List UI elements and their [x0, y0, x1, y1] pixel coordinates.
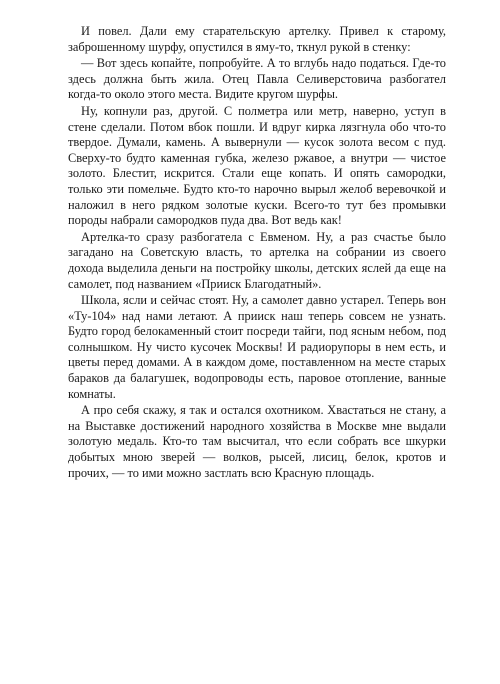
paragraph-5: Школа, ясли и сейчас стоят. Ну, а самолет давно устарел. Теперь вон «Ту-104» над нами летают. А прииск наш теперь совсем не узнать. Будто город белокаменный стоит посреди тайги, под ясным небом, под солнышком. Ну чисто кусочек Москвы! И радиорупоры в нем есть, и цветы перед домами. А в каждом доме, поставленном на месте старых бараков да балагушек, водопроводы есть, паровое отопление, ванные комнаты. — [68, 293, 446, 401]
paragraph-6: А про себя скажу, я так и остался охотником. Хвастаться не стану, а на Выставке достижений народного хозяйства в Москве мне выдали золотую медаль. Кто-то там высчитал, что если собрать все шкурки добытых мною зверей — волков, рысей, лисиц, белок, кротов и прочих, — то ими можно застлать всю Красную площадь. — [68, 403, 446, 480]
paragraph-4: Артелка-то сразу разбогатела с Евменом. Ну, а раз счастье было загадано на Советскую власть, то артелка на собрании из своего дохода выделила деньги на постройку школы, детских яслей да еще на самолет, под названием «Прииск Благодатный». — [68, 229, 446, 291]
paragraph-2: — Вот здесь копайте, попробуйте. А то вглубь надо податься. Где-то здесь должна быть жила. Отец Павла Селиверстовича разбогател когда-то около этого места. Видите кругом шурфы. — [68, 56, 446, 102]
paragraph-3: Ну, копнули раз, другой. С полметра или метр, наверно, уступ в стене сделали. Потом вбок пошли. И вдруг кирка лязгнула обо что-то твердое. Думали, камень. А вывернули — кусок золота весом с пуд. Сверху-то будто каменная губка, железо ржавое, а внутри — чистое золото. Блестит, искрится. Стали еще копать. И опять самородки, только эти помельче. Будто кто-то нарочно вырыл желоб веревочкой и наложил в него рядком золотые куски. Всего-то тут без промывки породы набрали самородков пуда два. Вот ведь как! — [68, 103, 446, 228]
page-text — [68, 24, 446, 482]
paragraph-1: И повел. Дали ему старательскую артелку. Привел к старому, заброшенному шурфу, опустился в яму-то, ткнул рукой в стенку: — [68, 24, 446, 54]
